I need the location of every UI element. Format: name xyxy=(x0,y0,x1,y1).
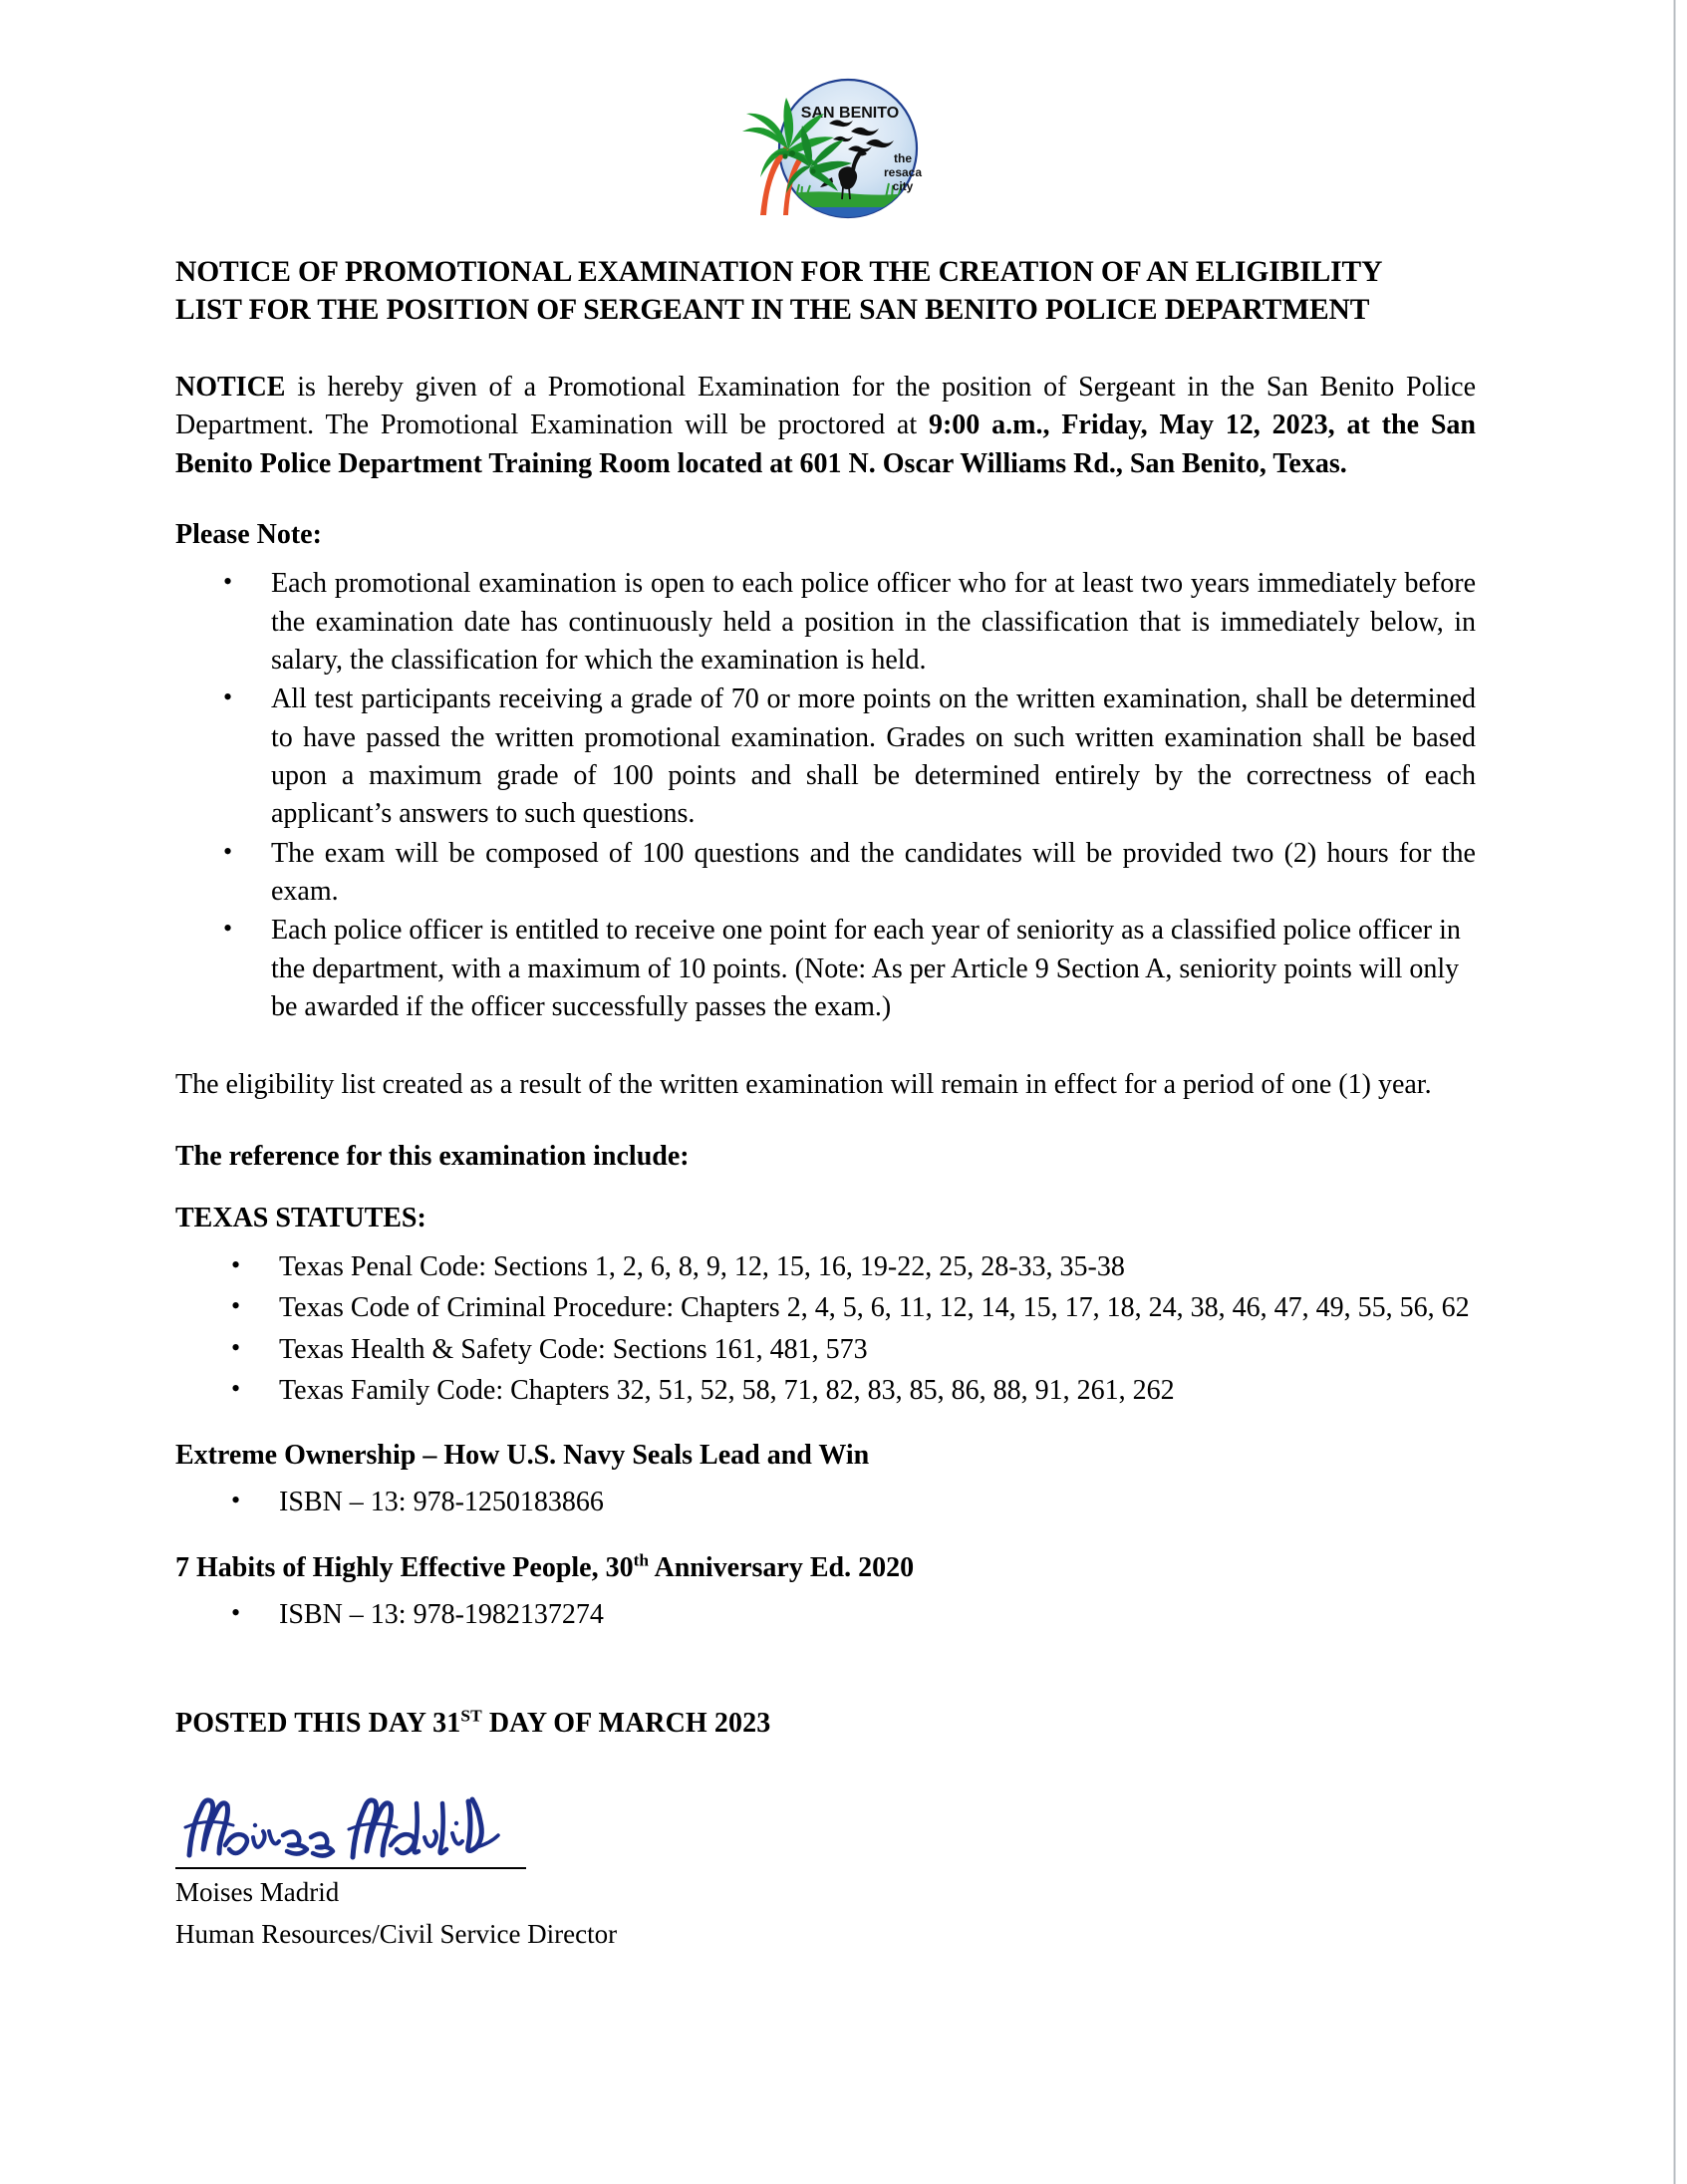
texas-statutes-list xyxy=(175,1248,1476,1410)
handwritten-signature xyxy=(181,1787,526,1863)
signer-name: Moises Madrid xyxy=(175,1877,340,1907)
list-item: • Texas Family Code: Chapters 32, 51, 52, 58, 71, 82, 83, 85, 86, 88, 91, 261, 262 xyxy=(175,1372,1476,1410)
signature-block xyxy=(175,1791,1476,1954)
book-title-7-habits-post: Anniversary Ed. 2020 xyxy=(649,1551,915,1583)
posted-date-ordinal: ST xyxy=(460,1706,482,1726)
posted-date-pre: POSTED THIS DAY 31 xyxy=(175,1708,461,1739)
book-title-7-habits xyxy=(175,1552,1476,1584)
list-item: • ISBN – 13: 978-1982137274 xyxy=(175,1596,1476,1634)
document-content xyxy=(175,0,1476,1954)
page-title-line-1: NOTICE OF PROMOTIONAL EXAMINATION FOR THE CREATION OF AN ELIGIBILITY xyxy=(175,256,1383,288)
intro-exam-details: 9:00 a.m., Friday, May 12, 2023, at the San Benito Police Department Training Room located at 601 N. Oscar Williams Rd., San Benito, Texas. xyxy=(175,410,1476,479)
texas-statutes-heading: TEXAS STATUTES: xyxy=(175,1202,426,1233)
signer-title: Human Resources/Civil Service Director xyxy=(175,1919,618,1950)
seven-habits-isbn-list xyxy=(175,1596,1476,1634)
page-title-line-2: LIST FOR THE POSITION OF SERGEANT IN THE SAN BENITO POLICE DEPARTMENT xyxy=(175,294,1370,327)
intro-paragraph xyxy=(175,369,1476,483)
logo-tagline-resaca: resaca xyxy=(883,165,922,179)
signature-line xyxy=(175,1867,526,1869)
extreme-ownership-isbn-list xyxy=(175,1484,1476,1521)
reference-heading: The reference for this examination include: xyxy=(175,1140,690,1172)
book-title-7-habits-ordinal: th xyxy=(633,1550,650,1570)
book-title-7-habits-pre: 7 Habits of Highly Effective People, 30 xyxy=(175,1551,634,1583)
scan-artifact-line xyxy=(1673,0,1676,2184)
logo-tagline-the: the xyxy=(893,151,912,165)
list-item: • The exam will be composed of 100 questions and the candidates will be provided two (2) hours for the exam. xyxy=(175,835,1476,912)
logo-city-text: SAN BENITO xyxy=(800,105,899,122)
list-item: • Texas Code of Criminal Procedure: Chapters 2, 4, 5, 6, 11, 12, 14, 15, 17, 18, 24, 38, 46, 47, 49, 55, 56, 62 xyxy=(175,1289,1476,1327)
list-item: • All test participants receiving a grade of 70 or more points on the written examination, shall be determined to have passed the written promotional examination. Grades on such written examination shall be based upon a maximum grade of 100 points and shall be determined entirely by the correctness of each applicant’s answers to such questions. xyxy=(175,681,1476,833)
logo-container xyxy=(175,0,1476,219)
page-title xyxy=(175,253,1476,329)
signature-area xyxy=(175,1791,526,1869)
posted-date xyxy=(175,1708,1476,1740)
book-title-extreme-ownership: Extreme Ownership – How U.S. Navy Seals Lead and Win xyxy=(175,1440,870,1472)
list-item: • Each police officer is entitled to receive one point for each year of seniority as a classified police officer in the department, with a maximum of 10 points. (Note: As per Article 9 Section A, seniority points will only be awarded if the officer successfully passes the exam.) xyxy=(175,912,1476,1026)
list-item: • Texas Health & Safety Code: Sections 161, 481, 573 xyxy=(175,1331,1476,1369)
intro-text: is hereby given of a Promotional Examination for the position of Sergeant in the San Benito Police Department. The Promotional Examination will be proctored at xyxy=(175,372,1476,441)
list-item: • ISBN – 13: 978-1250183866 xyxy=(175,1484,1476,1521)
logo-tagline-city: city xyxy=(892,179,913,193)
san-benito-city-seal-logo xyxy=(701,78,952,219)
please-note-list xyxy=(175,565,1476,1026)
list-item: • Texas Penal Code: Sections 1, 2, 6, 8, 9, 12, 15, 16, 19-22, 25, 28-33, 35-38 xyxy=(175,1248,1476,1286)
posted-date-post: DAY OF MARCH 2023 xyxy=(481,1708,771,1739)
intro-lead-bold: NOTICE xyxy=(175,372,286,404)
please-note-heading: Please Note: xyxy=(175,519,322,551)
eligibility-note-paragraph: The eligibility list created as a result of the written examination will remain in effect for a period of one (1) year. xyxy=(175,1069,1432,1101)
list-item: • Each promotional examination is open to each police officer who for at least two years immediately before the examination date has continuously held a position in the classification that is immediately below, in salary, the classification for which the examination is held. xyxy=(175,565,1476,680)
